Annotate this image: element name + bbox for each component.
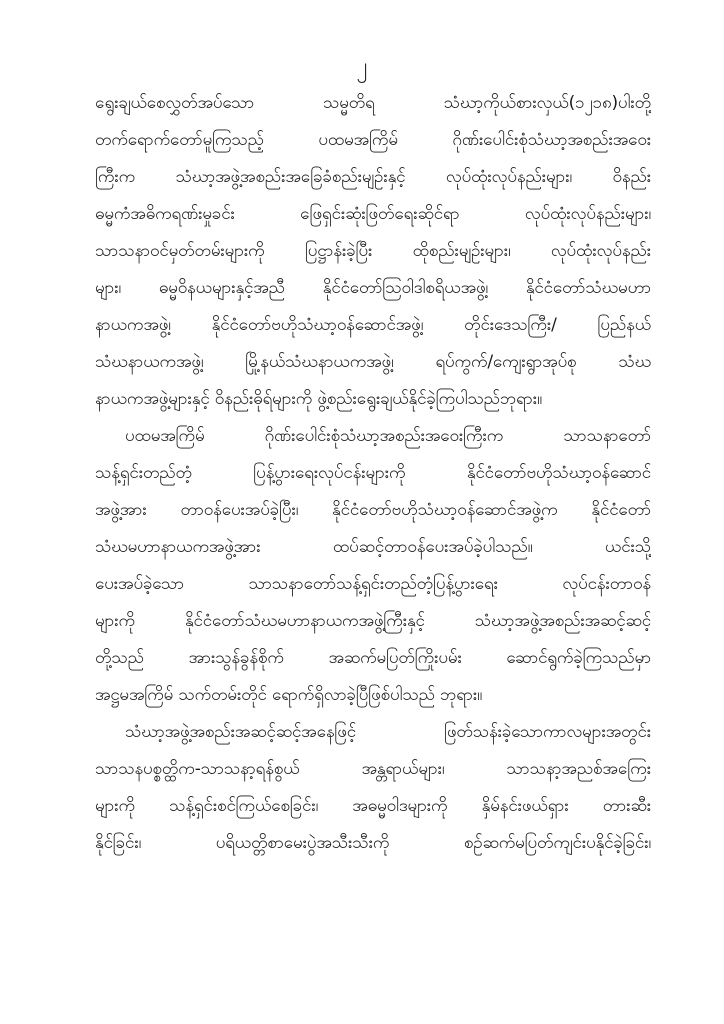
- text-line: အဋ္ဌမအကြိမ် သက်တမ်းတိုင် ရောက်ရှိလာခဲ့ပြီဖြစ်ပါသည် ဘုရား။: [95, 685, 483, 705]
- text-line: ပထမအကြိမ် ဂိုဏ်းပေါင်းစုံသံဃာ့အစည်းအဝေးကြီးက သာသနာတော်: [125, 426, 651, 446]
- page-number: ၂: [356, 54, 368, 79]
- text-line: ကြီးက သံဃာ့အဖွဲ့အစည်းအခြေခံစည်းမျဉ်းနှင့် လုပ်ထုံးလုပ်နည်းများ၊ ဝိနည်း: [95, 167, 651, 187]
- body-text: [95, 85, 651, 862]
- text-line: များကို သန့်ရှင်းစင်ကြယ်စေခြင်း၊ အဓမ္မဝါဒများကို နှိမ်နင်းဖယ်ရှား တားဆီး: [95, 796, 651, 816]
- text-line: တက်ရောက်တော်မူကြသည့် ပထမအကြိမ် ဂိုဏ်းပေါင်းစုံသံဃာ့အစည်းအဝေး: [95, 130, 651, 150]
- text-line: နာယကအဖွဲ့၊ နိုင်ငံတော်ဗဟိုသံဃာ့ဝန်ဆောင်အဖွဲ့၊ တိုင်းဒေသကြီး/ ပြည်နယ်: [95, 315, 651, 335]
- text-line: နာယကအဖွဲ့များနှင့် ဝိနည်းဓိုရ်များကို ဖွဲ့စည်းရွေးချယ်နိုင်ခဲ့ကြပါသည်ဘုရား။: [95, 389, 542, 409]
- text-line: သန့်ရှင်းတည်တံ့ ပြန့်ပွားရေးလုပ်ငန်းများကို နိုင်ငံတော်ဗဟိုသံဃာ့ဝန်ဆောင်: [95, 463, 651, 483]
- text-line: အဖွဲ့အား တာဝန်ပေးအပ်ခဲ့ပြီး၊ နိုင်ငံတော်ဗဟိုသံဃာ့ဝန်ဆောင်အဖွဲ့က နိုင်ငံတော်: [95, 500, 651, 520]
- text-line: ရွေးချယ်စေလွှတ်အပ်သော သမ္မတိရ သံဃာ့ကိုယ်စားလှယ်(၁၂၁၈)ပါးတို့: [95, 93, 651, 113]
- text-line: သာသနပစ္စတ္ထိက-သာသနာ့ရန်စွယ် အန္တရာယ်များ၊ သာသနာ့အညစ်အကြေး: [95, 759, 651, 779]
- text-line: သံဃနာယကအဖွဲ့၊ မြို့နယ်သံဃနာယကအဖွဲ့၊ ရပ်ကွက်/ကျေးရွာအုပ်စု သံဃ: [95, 352, 651, 372]
- text-line: သာသနာဝင်မှတ်တမ်းများကို ပြဋ္ဌာန်းခဲ့ပြီး ထိုစည်းမျဉ်းများ၊ လုပ်ထုံးလုပ်နည်း: [95, 241, 651, 261]
- text-line: ဓမ္မကံအဓိကရဏ်းမှုခင်း ဖြေရှင်းဆုံးဖြတ်ရေးဆိုင်ရာ လုပ်ထုံးလုပ်နည်းများ၊: [95, 204, 651, 224]
- text-line: သံဃာ့အဖွဲ့အစည်းအဆင့်ဆင့်အနေဖြင့် ဖြတ်သန်းခဲ့သောကာလများအတွင်း: [125, 722, 651, 742]
- text-line: များ၊ ဓမ္မဝိနယများနှင့်အညီ နိုင်ငံတော်သြဝါဒါစရိယအဖွဲ့၊ နိုင်ငံတော်သံဃမဟာ: [95, 278, 651, 298]
- text-line: ပေးအပ်ခဲ့သော သာသနာတော်သန့်ရှင်းတည်တံ့ပြန့်ပွားရေး လုပ်ငန်းတာဝန်: [95, 574, 651, 594]
- text-line: နိုင်ခြင်း၊ ပရိယတ္တိစာမေးပွဲအသီးသီးကို စဉ်ဆက်မပြတ်ကျင်းပနိုင်ခဲ့ခြင်း၊: [95, 833, 651, 853]
- text-line: သံဃမဟာနာယကအဖွဲ့အား ထပ်ဆင့်တာဝန်ပေးအပ်ခဲ့ပါသည်။ ယင်းသို့: [95, 537, 651, 557]
- text-line: တို့သည် အားသွန်ခွန်စိုက် အဆက်မပြတ်ကြိုးပမ်း ဆောင်ရွက်ခဲ့ကြသည်မှာ: [95, 648, 651, 668]
- text-line: များကို နိုင်ငံတော်သံဃမဟာနာယကအဖွဲ့ကြီးနှင့် သံဃာ့အဖွဲ့အစည်းအဆင့်ဆင့်: [95, 611, 651, 631]
